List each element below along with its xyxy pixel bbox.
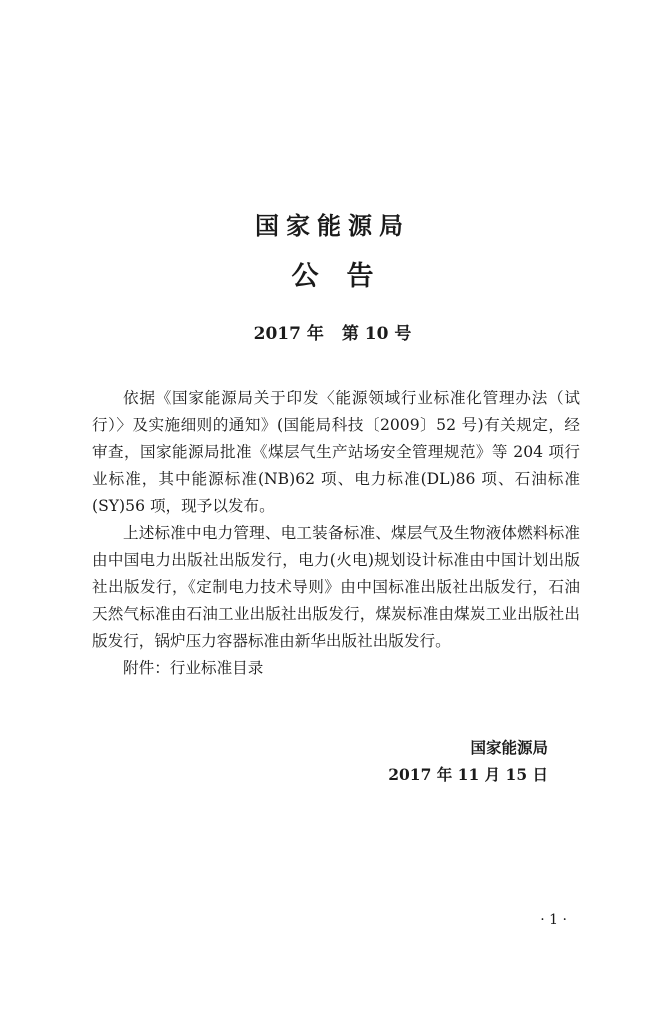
announcement-body [92,385,580,682]
issuer-title: 国家能源局 [255,212,410,240]
paragraph-approval: 依据《国家能源局关于印发〈能源领域行业标准化管理办法（试行）〉及实施细则的通知》(国能局科技〔2009〕52 号)有关规定，经审查，国家能源局批准《煤层气生产站场安全管理规范》等 204 项行业标准，其中能源标准(NB)62 项、电力标准(DL)86 项、石油标准(SY)56 项，现予以发布。 [92,389,580,515]
paragraph-attachment: 附件：行业标准目录 [123,659,264,677]
paragraph-publishers: 上述标准中电力管理、电工装备标准、煤层气及生物液体燃料标准由中国电力出版社出版发行，电力(火电)规划设计标准由中国计划出版社出版发行，《定制电力技术导则》由中国标准出版社出版发行，石油天然气标准由石油工业出版社出版发行，煤炭标准由煤炭工业出版社出版发行，锅炉压力容器标准由新华出版社出版发行。 [92,524,580,650]
page-number: · 1 · [540,912,567,928]
document-type-title: 公告 [291,261,402,292]
document-number [0,319,665,344]
signature-organization: 国家能源局 [470,738,548,757]
document-serial: 第 10 号 [341,324,412,344]
document-year: 2017 年 [253,324,324,344]
signature-date: 2017 年 11 月 15 日 [388,765,548,784]
